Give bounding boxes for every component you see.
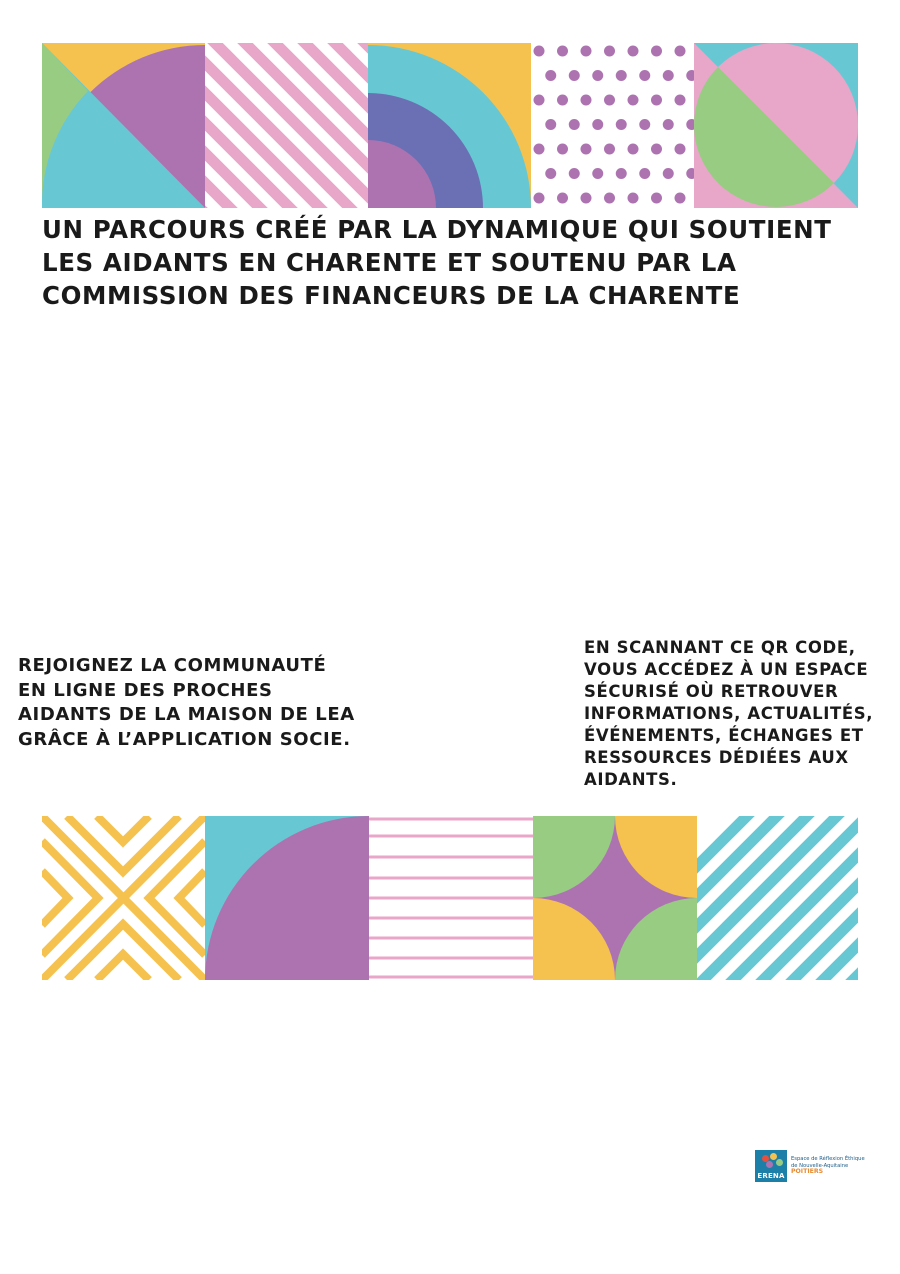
pattern-dot: [581, 193, 592, 204]
tile-split-circle: [694, 43, 858, 208]
logo-city: POITIERS: [791, 1168, 824, 1176]
pattern-dot: [569, 70, 580, 81]
pattern-dot: [581, 144, 592, 155]
pattern-dot: [581, 95, 592, 106]
pattern-dot: [663, 70, 674, 81]
pattern-dot: [581, 46, 592, 57]
pattern-dot: [651, 95, 662, 106]
pattern-dot: [663, 119, 674, 130]
pattern-dot: [557, 193, 568, 204]
pattern-dot: [675, 193, 686, 204]
pattern-dot: [534, 46, 545, 57]
pattern-dot: [628, 95, 639, 106]
pattern-dot: [545, 168, 556, 179]
tile-quadrant-star: [533, 816, 697, 980]
pattern-dot: [569, 168, 580, 179]
pattern-dot: [545, 70, 556, 81]
pattern-dot: [651, 193, 662, 204]
pattern-dot: [675, 144, 686, 155]
pattern-dot: [651, 46, 662, 57]
pattern-dot: [604, 193, 615, 204]
pattern-dot: [534, 193, 545, 204]
pattern-dot: [604, 144, 615, 155]
pattern-dot: [534, 144, 545, 155]
pattern-dot: [592, 70, 603, 81]
qr-code-description-text: EN SCANNANT CE QR CODE, VOUS ACCÉDEZ À UN ESPACE SÉCURISÉ OÙ RETROUVER INFORMATIONS, ACTUALITÉS, ÉVÉNEMENTS, ÉCHANGES ET RESSOURCES DÉDIÉES AUX AIDANTS.: [584, 638, 874, 789]
pattern-dot: [534, 95, 545, 106]
pattern-dot: [557, 95, 568, 106]
pattern-dot: [592, 119, 603, 130]
logo-name: ERENA: [757, 1172, 785, 1180]
pattern-dot: [675, 95, 686, 106]
pattern-dot: [651, 144, 662, 155]
pattern-dot: [592, 168, 603, 179]
logo-caption: [791, 1156, 865, 1175]
pattern-dot: [557, 46, 568, 57]
headline: UN PARCOURS CRÉÉ PAR LA DYNAMIQUE QUI SOUTIENT LES AIDANTS EN CHARENTE ET SOUTENU PAR LA COMMISSION DES FINANCEURS DE LA CHARENTE: [42, 215, 832, 310]
pattern-dot: [616, 168, 627, 179]
pattern-dot: [545, 119, 556, 130]
pattern-dot: [604, 46, 615, 57]
pattern-dot: [616, 70, 627, 81]
top-pattern-band: [42, 43, 858, 208]
pattern-dot: [557, 144, 568, 155]
pattern-dot: [675, 46, 686, 57]
logo-line2: de Nouvelle-Aquitaine: [791, 1162, 849, 1169]
pattern-dot: [639, 70, 650, 81]
community-invitation-text: REJOIGNEZ LA COMMUNAUTÉ EN LIGNE DES PROCHES AIDANTS DE LA MAISON DE LEA GRÂCE À L’APPLICATION SOCIE.: [18, 655, 355, 750]
pattern-dot: [616, 119, 627, 130]
erena-logo: [755, 1149, 875, 1183]
pattern-dot: [628, 144, 639, 155]
tile-yellow-chevrons: [42, 816, 205, 980]
pattern-dot: [628, 46, 639, 57]
tile-pink-lines: [369, 816, 533, 980]
pattern-dot: [604, 95, 615, 106]
tile-purple-dots: [531, 43, 697, 208]
pattern-dot: [639, 168, 650, 179]
logo-line1: Espace de Réflexion Éthique: [791, 1156, 865, 1163]
pattern-dot: [628, 193, 639, 204]
pattern-dot: [663, 168, 674, 179]
bottom-pattern-band: [42, 816, 858, 980]
erena-logo-badge: [755, 1150, 787, 1182]
pattern-dot: [569, 119, 580, 130]
pattern-dot: [639, 119, 650, 130]
